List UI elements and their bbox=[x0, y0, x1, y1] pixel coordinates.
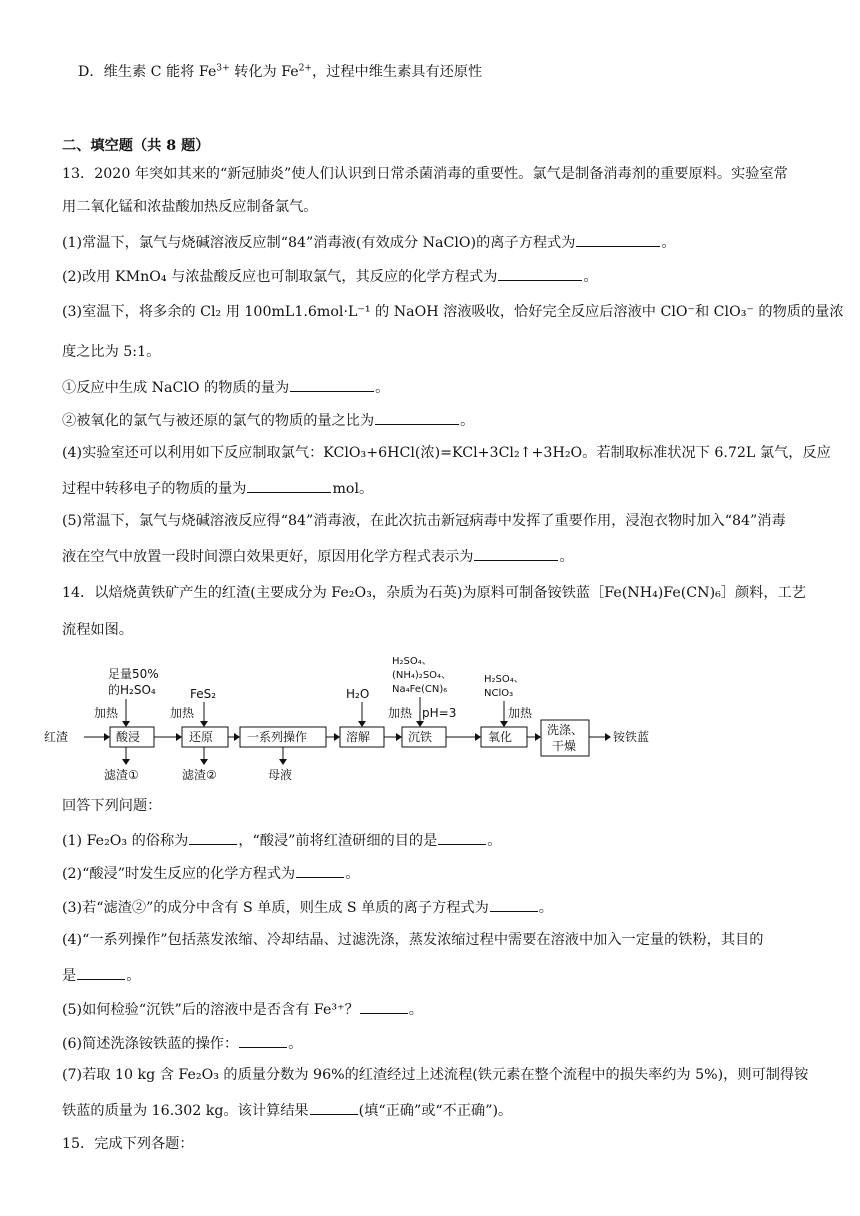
q13-part-2 bbox=[62, 265, 598, 287]
punctuation: 。 bbox=[288, 1036, 303, 1052]
flow-input-label: H₂O bbox=[346, 687, 370, 701]
q14-part-4-text: 是 bbox=[62, 968, 77, 984]
flow-condition-label: 加热 bbox=[508, 706, 533, 720]
answer-blank[interactable] bbox=[290, 376, 374, 392]
q14-part-1 bbox=[62, 829, 502, 851]
option-d-text: D．维生素 C 能将 Fe bbox=[78, 64, 217, 80]
punctuation: 。 bbox=[559, 549, 574, 565]
q13-stem: 13．2020 年突如其来的“新冠肺炎”使人们认识到日常杀菌消毒的重要性。氯气是制备消毒剂的重要原料。实验室常 bbox=[62, 166, 788, 182]
answer-blank[interactable] bbox=[438, 829, 486, 845]
flow-condition-label: 加热 bbox=[94, 706, 119, 720]
q13-part-4 bbox=[62, 477, 373, 499]
q14-part-2-text: (2)“酸浸”时发生反应的化学方程式为 bbox=[62, 866, 296, 882]
answer-blank[interactable] bbox=[77, 964, 125, 980]
q14-part-7-text: (填“正确”或“不正确”)。 bbox=[358, 1103, 513, 1119]
flow-input-label: FeS₂ bbox=[190, 687, 217, 701]
flow-input-label: 足量50% bbox=[108, 667, 159, 681]
punctuation: 。 bbox=[487, 833, 502, 849]
flow-box-label: 沉铁 bbox=[408, 730, 433, 744]
q14-stem: 流程如图。 bbox=[62, 622, 133, 638]
answer-blank[interactable] bbox=[474, 545, 558, 561]
process-flow-diagram bbox=[44, 652, 684, 782]
q14-part-7 bbox=[62, 1099, 512, 1121]
q13-part-3-1-text: ①反应中生成 NaClO 的物质的量为 bbox=[62, 380, 290, 396]
flow-end-label: 铵铁蓝 bbox=[613, 730, 650, 744]
flow-box-label: 洗涤、 bbox=[547, 723, 584, 737]
flow-output-label: 滤渣② bbox=[182, 768, 217, 782]
q14-part-6-text: (6)简述洗涤铵铁蓝的操作： bbox=[62, 1036, 239, 1052]
option-d-sup: 2+ bbox=[298, 63, 312, 74]
flow-input-label: 的H₂SO₄ bbox=[108, 683, 156, 697]
punctuation: 。 bbox=[583, 269, 598, 285]
option-d bbox=[78, 62, 482, 82]
unit-text: mol。 bbox=[332, 481, 374, 497]
q14-part-5-text: (5)如何检验“沉铁”后的溶液中是否含有 Fe³⁺？ bbox=[62, 1002, 359, 1018]
flow-condition-label: pH=3 bbox=[422, 706, 457, 720]
q14-part-2 bbox=[62, 862, 359, 884]
option-d-text: 转化为 Fe bbox=[229, 64, 299, 80]
answer-blank[interactable] bbox=[310, 1099, 358, 1115]
q13-part-3-1 bbox=[62, 376, 389, 398]
q14-part-4: (4)“一系列操作”包括蒸发浓缩、冷却结晶、过滤洗涤，蒸发浓缩过程中需要在溶液中加入一定量的铁粉，其目的 bbox=[62, 932, 764, 948]
flow-output-label: 滤渣① bbox=[104, 768, 139, 782]
q14-stem: 14．以焙烧黄铁矿产生的红渣(主要成分为 Fe₂O₃，杂质为石英)为原料可制备铵铁蓝［Fe(NH₄)Fe(CN)₆］颜料，工艺 bbox=[62, 585, 806, 601]
q13-part-1 bbox=[62, 231, 676, 253]
option-d-sup: 3+ bbox=[216, 63, 230, 74]
q13-part-3-2 bbox=[62, 409, 474, 431]
flow-condition-label: 加热 bbox=[170, 706, 195, 720]
q13-part-1-text: (1)常温下，氯气与烧碱溶液反应制“84”消毒液(有效成分 NaClO)的离子方程式为 bbox=[62, 235, 576, 251]
q13-part-4-text: 过程中转移电子的物质的量为 bbox=[62, 481, 247, 497]
flow-condition-label: 加热 bbox=[388, 706, 413, 720]
q13-part-3: (3)室温下，将多余的 Cl₂ 用 100mL1.6mol·L⁻¹ 的 NaOH 溶液吸收，恰好完全反应后溶液中 ClO⁻和 ClO₃⁻ 的物质的量浓 bbox=[62, 304, 844, 320]
answer-blank[interactable] bbox=[576, 231, 660, 247]
q14-part-5 bbox=[62, 998, 423, 1020]
q13-part-4: (4)实验室还可以利用如下反应制取氯气：KClO₃+6HCl(浓)=KCl+3Cl₂↑+3H₂O。若制取标准状况下 6.72L 氯气，反应 bbox=[62, 445, 831, 461]
answer-blank[interactable] bbox=[189, 829, 237, 845]
q13-part-5-text: 液在空气中放置一段时间漂白效果更好，原因用化学方程式表示为 bbox=[62, 549, 474, 565]
punctuation: 。 bbox=[661, 235, 676, 251]
flow-box-label: 还原 bbox=[189, 730, 214, 744]
answer-blank[interactable] bbox=[375, 409, 459, 425]
punctuation: 。 bbox=[126, 968, 141, 984]
answer-blank[interactable] bbox=[296, 862, 344, 878]
punctuation: 。 bbox=[345, 866, 360, 882]
q14-part-3-text: (3)若“滤渣②”的成分中含有 S 单质，则生成 S 单质的离子方程式为 bbox=[62, 900, 489, 916]
flow-box-label: 一系列操作 bbox=[247, 730, 308, 744]
q14-part-6 bbox=[62, 1032, 302, 1054]
section-title: 二、填空题（共 8 题） bbox=[62, 138, 210, 154]
punctuation: 。 bbox=[408, 1002, 423, 1018]
flow-input-label: H₂SO₄、 bbox=[484, 674, 524, 685]
q13-part-2-text: (2)改用 KMnO₄ 与浓盐酸反应也可制取氯气，其反应的化学方程式为 bbox=[62, 269, 498, 285]
q13-stem: 用二氧化锰和浓盐酸加热反应制备氯气。 bbox=[62, 199, 318, 215]
q13-part-3-2-text: ②被氧化的氯气与被还原的氯气的物质的量之比为 bbox=[62, 413, 375, 429]
answer-blank[interactable] bbox=[498, 265, 582, 281]
flow-input-label: H₂SO₄、 bbox=[392, 656, 432, 667]
flow-box-label: 氧化 bbox=[488, 730, 513, 744]
flow-input-label: Na₄Fe(CN)₆ bbox=[392, 684, 448, 695]
punctuation: 。 bbox=[375, 380, 390, 396]
option-d-text: ，过程中维生素具有还原性 bbox=[311, 64, 483, 80]
q14-part-3 bbox=[62, 896, 553, 918]
answer-blank[interactable] bbox=[490, 896, 538, 912]
q15-stem: 15．完成下列各题： bbox=[62, 1136, 194, 1152]
q14-part-1-text: ，“酸浸”前将红渣研细的目的是 bbox=[238, 833, 438, 849]
q13-part-5 bbox=[62, 545, 574, 567]
flow-start-label: 红渣 bbox=[44, 730, 69, 744]
flow-box-label: 酸浸 bbox=[116, 730, 141, 744]
q13-part-3: 度之比为 5:1。 bbox=[62, 344, 161, 360]
answer-prompt: 回答下列问题： bbox=[62, 798, 162, 814]
flow-input-label: NClO₃ bbox=[484, 688, 514, 699]
flow-output-label: 母液 bbox=[268, 768, 293, 782]
q14-part-7-text: 铁蓝的质量为 16.302 kg。该计算结果 bbox=[62, 1103, 309, 1119]
punctuation: 。 bbox=[460, 413, 475, 429]
q14-part-7: (7)若取 10 kg 含 Fe₂O₃ 的质量分数为 96%的红渣经过上述流程(铁元素在整个流程中的损失率约为 5%)，则可制得铵 bbox=[62, 1067, 809, 1083]
q13-part-5: (5)常温下，氯气与烧碱溶液反应得“84”消毒液，在此次抗击新冠病毒中发挥了重要作用，浸泡衣物时加入“84”消毒 bbox=[62, 513, 786, 529]
q14-part-1-text: (1) Fe₂O₃ 的俗称为 bbox=[62, 833, 189, 849]
answer-blank[interactable] bbox=[360, 998, 408, 1014]
q14-part-4 bbox=[62, 964, 140, 986]
flow-box-label: 干燥 bbox=[552, 739, 577, 753]
flow-box-label: 溶解 bbox=[346, 730, 371, 744]
answer-blank[interactable] bbox=[247, 477, 331, 493]
flow-input-label: (NH₄)₂SO₄、 bbox=[392, 670, 452, 681]
punctuation: 。 bbox=[538, 900, 553, 916]
answer-blank[interactable] bbox=[239, 1032, 287, 1048]
